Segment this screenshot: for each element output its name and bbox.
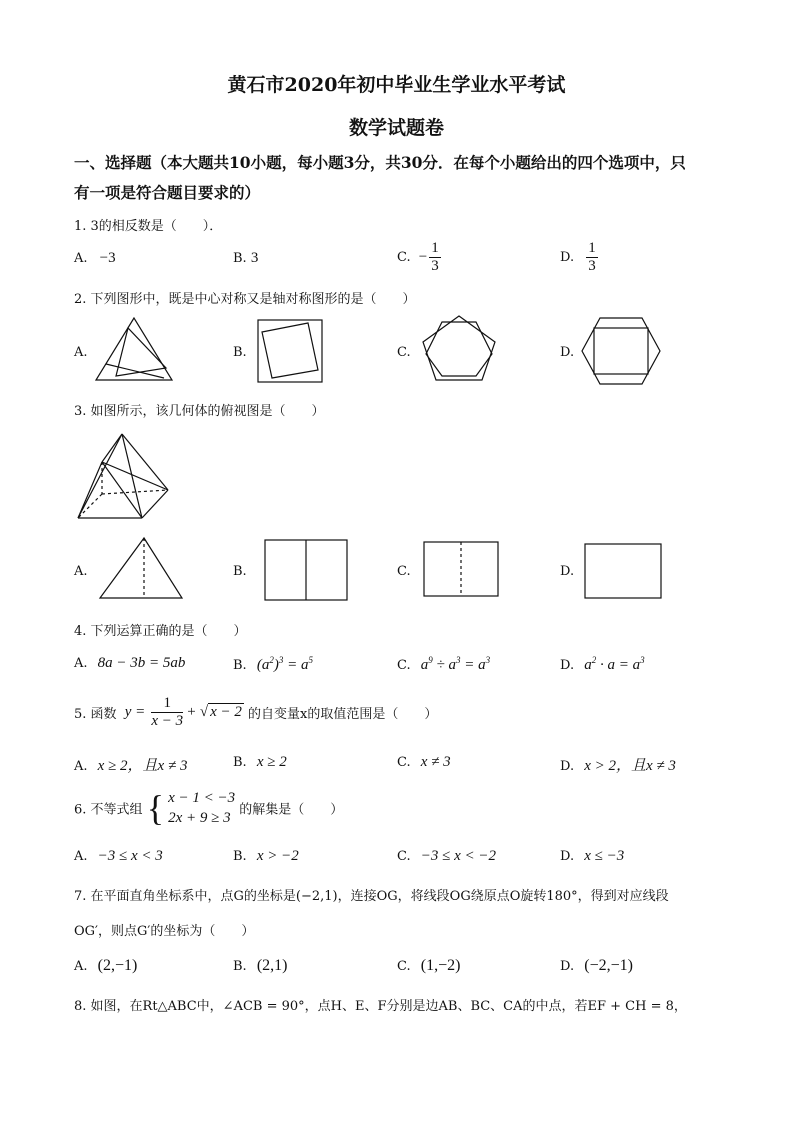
- q5-stem: 5. 函数 y = $\frac{1}{x - 3}$ + √ x − 2 的自变量x的取值范围是（ ）: [74, 695, 438, 729]
- q3-option-b[interactable]: B.: [233, 564, 247, 579]
- exam-title: 黄石市2020年初中毕业生学业水平考试: [227, 74, 566, 96]
- q2-option-c[interactable]: C.: [397, 345, 411, 360]
- q3-option-c[interactable]: C.: [397, 564, 411, 579]
- q7-stem-line2: OG′，则点G′的坐标为（ ）: [74, 924, 255, 939]
- q3-a-triangle-figure: [98, 536, 184, 600]
- q8-stem-line1: 8. 如图，在Rt△ABC中，∠ACB = 90°，点H、E、F分别是边AB、BC、CA的中点，若EF + CH = 8，: [74, 999, 687, 1014]
- q7-option-d[interactable]: D. (−2,−1): [560, 957, 633, 974]
- q3-stem: 3. 如图所示，该几何体的俯视图是（ ）: [74, 404, 325, 419]
- q1-option-c[interactable]: C. − $\frac{1}{3}$: [397, 240, 439, 274]
- q2-stem: 2. 下列图形中，既是中心对称又是轴对称图形的是（ ）: [74, 292, 416, 307]
- q3-option-d[interactable]: D.: [560, 564, 575, 579]
- q7-option-a[interactable]: A. (2,−1): [74, 957, 138, 974]
- q2-option-b[interactable]: B.: [233, 345, 247, 360]
- q2-option-d[interactable]: D.: [560, 345, 575, 360]
- q4-option-d[interactable]: D. $a^2 \cdot a = a^3$: [560, 655, 645, 673]
- q6-option-d[interactable]: D. x ≤ −3: [560, 848, 625, 864]
- exam-subtitle: 数学试题卷: [348, 117, 444, 139]
- q6-option-c[interactable]: C. −3 ≤ x < −2: [397, 848, 497, 864]
- q4-option-b[interactable]: B. $(a^2)^3 = a^5$: [233, 655, 313, 673]
- q3-c-rectangle-figure: [422, 540, 500, 598]
- q4-stem: 4. 下列运算正确的是（ ）: [74, 624, 247, 639]
- q7-option-c[interactable]: C. (1,−2): [397, 957, 461, 974]
- q3-d-rectangle-figure: [583, 542, 663, 600]
- q1-stem: 1. 3的相反数是（ ）．: [74, 219, 223, 234]
- q5-option-c[interactable]: C. x ≠ 3: [397, 754, 451, 770]
- q2-square-figure: [256, 318, 324, 384]
- q3-option-a[interactable]: A.: [74, 564, 88, 579]
- q2-option-a[interactable]: A.: [74, 345, 88, 360]
- q1-option-d[interactable]: D. $\frac{1}{3}$: [560, 240, 596, 274]
- q3-b-rectangle-figure: [263, 538, 349, 602]
- q1-option-b[interactable]: B. 3: [233, 250, 259, 266]
- q3-solid-figure: [76, 432, 172, 520]
- section-heading-line1: 一、选择题（本大题共10小题，每小题3分，共30分．在每个小题给出的四个选项中，只: [74, 153, 686, 172]
- q4-option-c[interactable]: C. $a^9 \div a^3 = a^3$: [397, 655, 491, 673]
- q2-hexagon-figure: [580, 316, 662, 386]
- q6-option-a[interactable]: A. −3 ≤ x < 3: [74, 848, 163, 864]
- q5-option-b[interactable]: B. x ≥ 2: [233, 754, 287, 770]
- q4-option-a[interactable]: A. 8a − 3b = 5ab: [74, 655, 186, 671]
- q7-option-b[interactable]: B. (2,1): [233, 957, 288, 974]
- q2-pentagon-figure: [420, 314, 498, 382]
- q7-stem-line1: 7. 在平面直角坐标系中，点G的坐标是(−2,1)，连接OG，将线段OG绕原点O旋转180°，得到对应线段: [74, 889, 669, 904]
- q5-option-a[interactable]: A. x ≥ 2，且x ≠ 3: [74, 758, 188, 774]
- section-heading-line2: 有一项是符合题目要求的）: [74, 183, 261, 202]
- q2-triangle-figure: [94, 316, 176, 382]
- q5-option-d[interactable]: D. x > 2，且x ≠ 3: [560, 758, 676, 774]
- q1-option-a[interactable]: A. −3: [74, 250, 116, 266]
- q6-option-b[interactable]: B. x > −2: [233, 848, 299, 864]
- q6-stem: 6. 不等式组 { x − 1 < −3 2x + 9 ≥ 3 的解集是（ ）: [74, 788, 344, 828]
